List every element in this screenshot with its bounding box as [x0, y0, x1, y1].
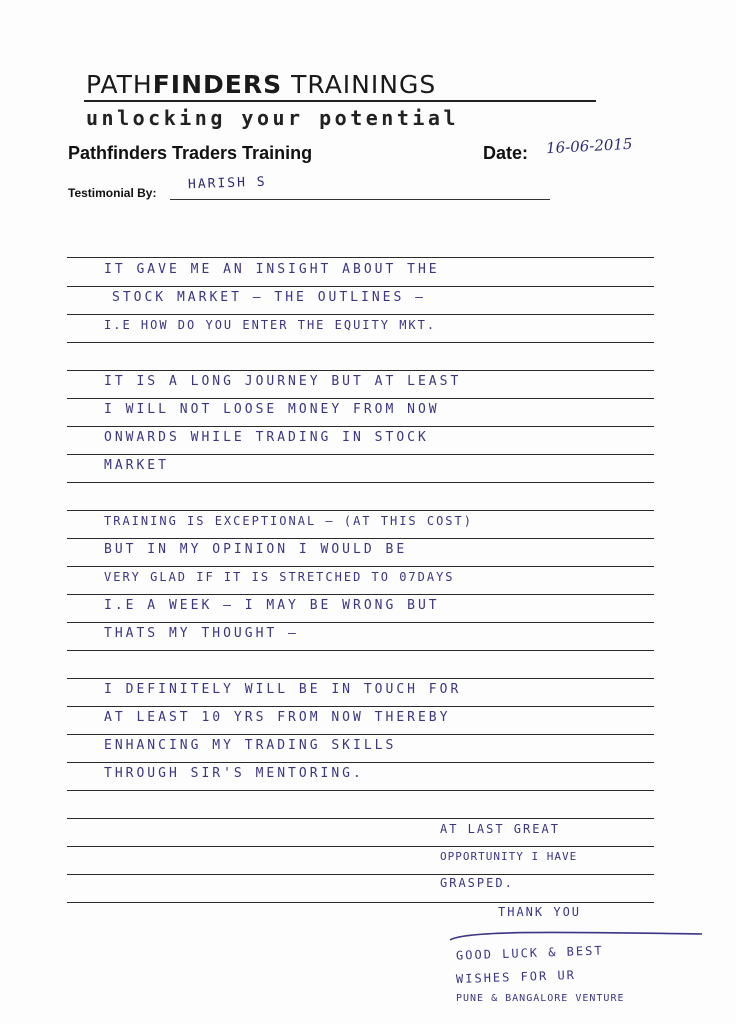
- ruled-line: [67, 426, 654, 427]
- ruled-line: [67, 342, 654, 343]
- date-label: Date:: [483, 143, 529, 163]
- date-value: 16-06-2015: [545, 134, 633, 158]
- wishes-line: PUNE & BANGALORE VENTURE: [456, 993, 625, 1004]
- ruled-line: [67, 594, 654, 595]
- handwritten-line: ENHANCING MY TRADING SKILLS: [104, 738, 397, 753]
- handwritten-line: I.E HOW DO YOU ENTER THE EQUITY MKT.: [104, 318, 437, 332]
- ruled-line: [67, 370, 654, 371]
- handwritten-line: BUT IN MY OPINION I WOULD BE: [104, 542, 408, 557]
- testimonial-label: Testimonial By:: [68, 186, 157, 200]
- handwritten-line: THATS MY THOUGHT —: [104, 626, 299, 641]
- handwritten-line: THROUGH SIR'S MENTORING.: [104, 766, 364, 781]
- closing-line: OPPORTUNITY I HAVE: [440, 850, 578, 863]
- brand-trainings-text: TRAININGS: [291, 70, 437, 99]
- ruled-line: [67, 622, 654, 623]
- handwritten-line: STOCK MARKET — THE OUTLINES —: [112, 290, 426, 305]
- ruled-line: [67, 818, 654, 819]
- ruled-line: [67, 734, 654, 735]
- brand-path-text: PATH: [86, 70, 153, 99]
- handwritten-line: AT LEAST 10 YRS FROM NOW THEREBY: [104, 710, 451, 725]
- brand-rule: [84, 100, 596, 102]
- ruled-line: [67, 706, 654, 707]
- ruled-line: [67, 314, 654, 315]
- handwritten-line: I DEFINITELY WILL BE IN TOUCH FOR: [104, 682, 462, 697]
- testimonial-underline: [170, 199, 550, 200]
- ruled-line: [67, 510, 654, 511]
- ruled-line: [67, 454, 654, 455]
- ruled-line: [67, 874, 654, 875]
- ruled-line: [67, 650, 654, 651]
- handwritten-line: TRAINING IS EXCEPTIONAL — (AT THIS COST): [104, 514, 473, 528]
- handwritten-line: ONWARDS WHILE TRADING IN STOCK: [104, 430, 429, 445]
- signature-flourish: [446, 926, 706, 946]
- closing-line: GRASPED.: [440, 876, 514, 890]
- handwritten-line: I.E A WEEK — I MAY BE WRONG BUT: [104, 598, 440, 613]
- closing-line: THANK YOU: [498, 905, 582, 919]
- handwritten-line: VERY GLAD IF IT IS STRETCHED TO 07DAYS: [104, 570, 455, 584]
- ruled-line: [67, 482, 654, 483]
- ruled-line: [67, 286, 654, 287]
- ruled-line: [67, 566, 654, 567]
- closing-line: AT LAST GREAT: [440, 822, 560, 836]
- ruled-line: [67, 902, 654, 903]
- handwritten-line: IT GAVE ME AN INSIGHT ABOUT THE: [104, 262, 440, 277]
- testimonial-name: HARISH S: [187, 174, 267, 193]
- ruled-line: [67, 846, 654, 847]
- brand-finders-text: FINDERS: [152, 70, 283, 99]
- ruled-line: [67, 678, 654, 679]
- handwritten-line: I WILL NOT LOOSE MONEY FROM NOW: [104, 402, 440, 417]
- ruled-line: [67, 257, 654, 258]
- wishes-line: GOOD LUCK & BEST: [455, 943, 604, 963]
- ruled-line: [67, 538, 654, 539]
- handwritten-line: IT IS A LONG JOURNEY BUT AT LEAST: [104, 374, 462, 389]
- brand-logo: [86, 70, 606, 99]
- ruled-line: [67, 762, 654, 763]
- wishes-line: WISHES FOR UR: [455, 967, 577, 987]
- ruled-line: [67, 790, 654, 791]
- ruled-line: [67, 398, 654, 399]
- training-title: Pathfinders Traders Training: [68, 143, 313, 163]
- tagline: unlocking your potential: [86, 106, 459, 130]
- handwritten-line: MARKET: [104, 458, 169, 473]
